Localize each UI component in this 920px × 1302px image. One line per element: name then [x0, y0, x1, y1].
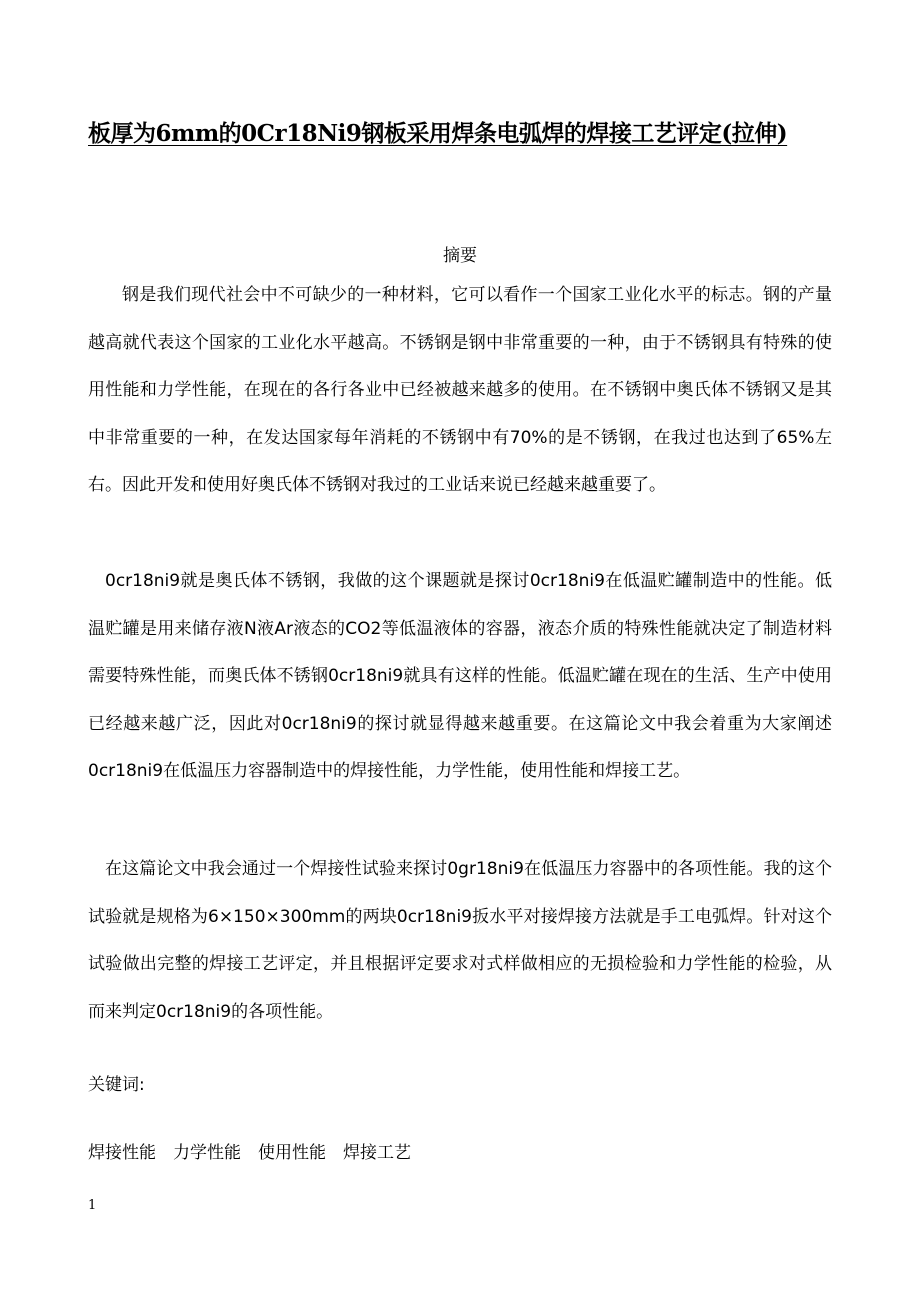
document-title: 板厚为6mm的0Cr18Ni9钢板采用焊条电弧焊的焊接工艺评定(拉伸) — [88, 120, 788, 147]
page-number: 1 — [88, 1198, 97, 1213]
keywords-list — [88, 1140, 411, 1166]
abstract-paragraph-3: 在这篇论文中我会通过一个焊接性试验来探讨0gr18ni9在低温压力容器中的各项性能。我的这个试验就是规格为6×150×300mm的两块0cr18ni9扳水平对接焊接方法就是手工电弧焊。针对这个试验做出完整的焊接工艺评定，并且根据评定要求对式样做相应的无损检验和力学性能的检验，从而来判定0cr18ni9的各项性能。 — [88, 859, 832, 1022]
keywords-label: 关键词: — [88, 1075, 145, 1095]
keyword: 焊接性能 — [88, 1143, 156, 1163]
abstract-paragraph-1: 钢是我们现代社会中不可缺少的一种材料，它可以看作一个国家工业化水平的标志。钢的产量越高就代表这个国家的工业化水平越高。不锈钢是钢中非常重要的一种，由于不锈钢具有特殊的使用性能和力学性能，在现在的各行各业中已经被越来越多的使用。在不锈钢中奥氏体不锈钢又是其中非常重要的一种，在发达国家每年消耗的不锈钢中有70%的是不锈钢，在我过也达到了65%左右。因此开发和使用好奥氏体不锈钢对我过的工业话来说已经越来越重要了。 — [88, 285, 832, 495]
keyword: 焊接工艺 — [343, 1143, 411, 1163]
keyword: 力学性能 — [173, 1143, 241, 1163]
keyword: 使用性能 — [258, 1143, 326, 1163]
abstract-paragraph-2: 0cr18ni9就是奥氏体不锈钢，我做的这个课题就是探讨0cr18ni9在低温贮罐制造中的性能。低温贮罐是用来储存液N液Ar液态的CO2等低温液体的容器，液态介质的特殊性能就决定了制造材料需要特殊性能，而奥氏体不锈钢0cr18ni9就具有这样的性能。低温贮罐在现在的生活、生产中使用已经越来越广泛，因此对0cr18ni9的探讨就显得越来越重要。在这篇论文中我会着重为大家阐述0cr18ni9在低温压力容器制造中的焊接性能，力学性能，使用性能和焊接工艺。 — [88, 571, 832, 781]
abstract-heading: 摘要 — [443, 246, 477, 266]
